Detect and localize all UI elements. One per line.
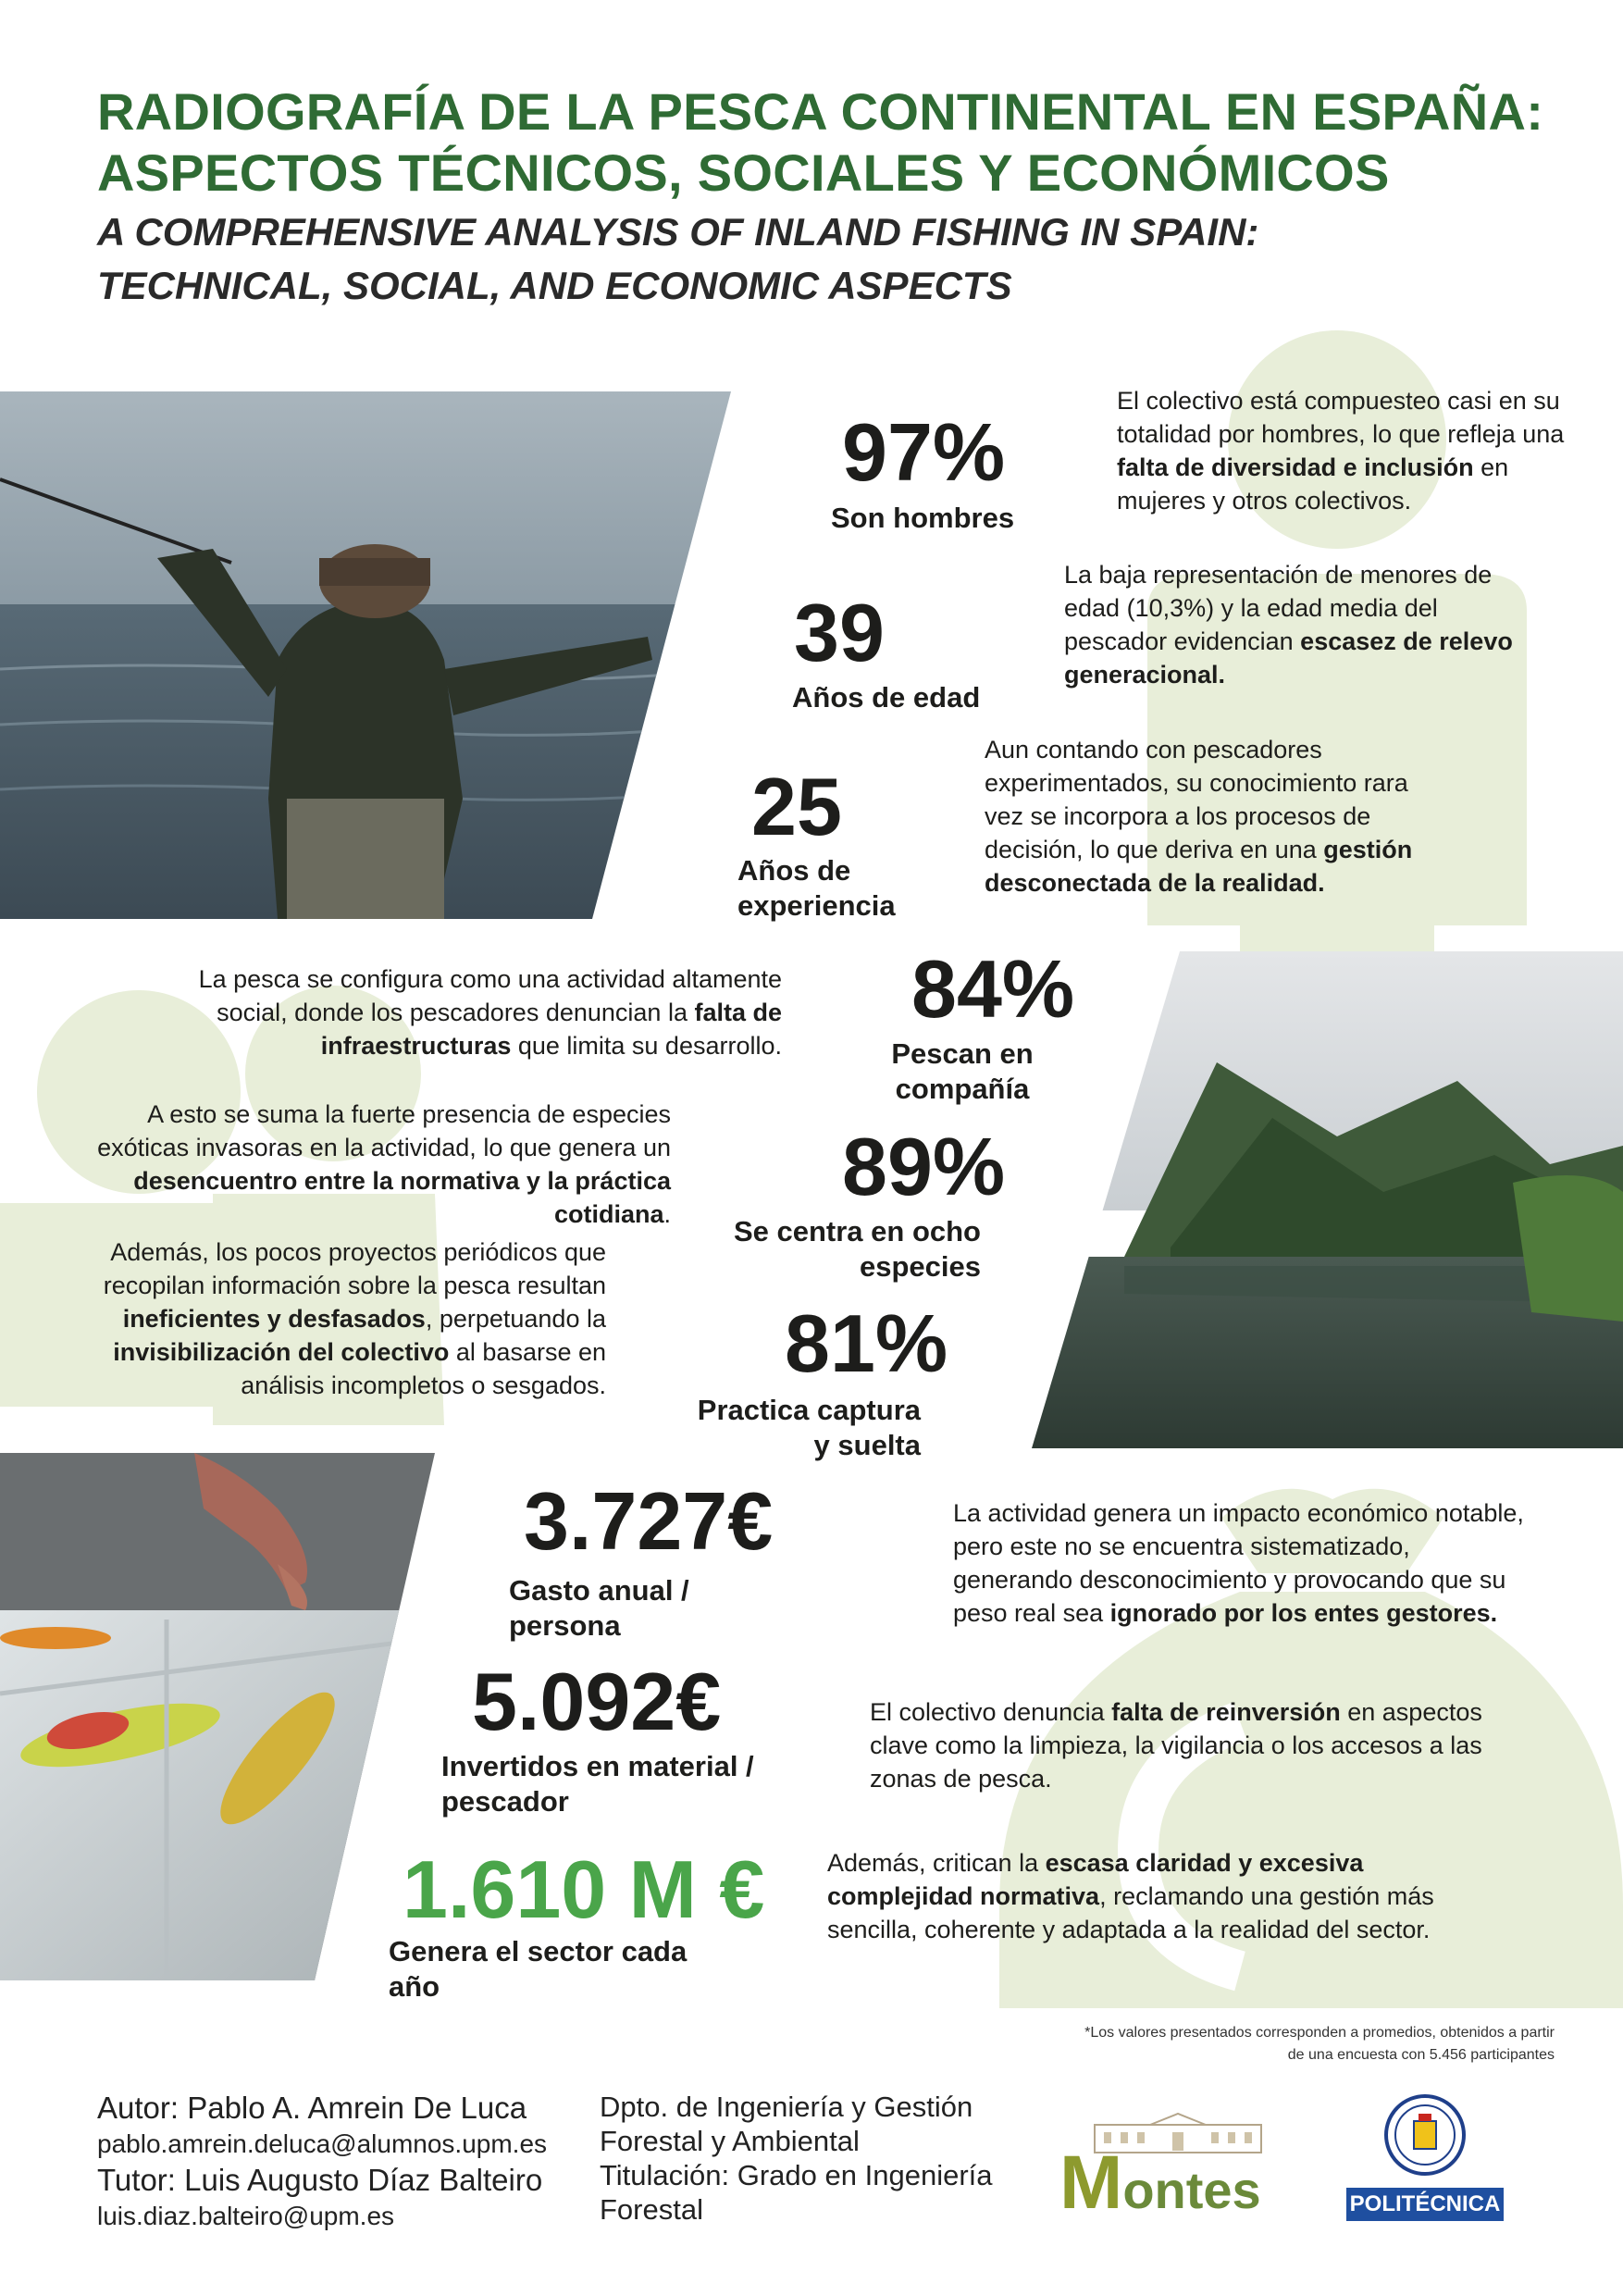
title-en-line2: TECHNICAL, SOCIAL, AND ECONOMIC ASPECTS [97,264,1012,307]
upm-logo [1346,2093,1504,2223]
title-english [97,205,1578,313]
stat-species-label-line2: especies [860,1250,981,1283]
stat-material-label [441,1749,754,1819]
bold-text: gestión desconectada de la realidad. [985,836,1413,897]
stat-experience-label-line1: Años de [737,854,851,887]
paragraph-generational [1064,558,1518,691]
text: Aun contando con pescadores experimentados, su conocimiento rara vez se incorpora a los procesos de decisión, lo que deriva en una [985,736,1408,863]
department-line1: Dpto. de Ingeniería y Gestión [600,2091,973,2123]
title-es-line1: RADIOGRAFÍA DE LA PESCA CONTINENTAL EN ESPAÑA: [97,82,1544,141]
tutor-email[interactable]: luis.diaz.balteiro@upm.es [97,2202,395,2230]
mountain-lake-photo [1032,951,1623,1448]
upm-seal-icon [1383,2093,1467,2177]
stat-catch-release-label [685,1393,921,1463]
stat-sector-label-line1: Genera el sector cada [389,1935,688,1967]
paragraph-regulation [827,1846,1493,1946]
text: El colectivo denuncia [870,1698,1112,1726]
footnote-line1: *Los valores presentados corresponden a promedios, obtenidos a partir [1084,2025,1555,2041]
stat-age-value: 39 [794,587,885,678]
bold-text: escasa claridad y excesiva complejidad normativa [827,1849,1364,1910]
stat-species-value: 89% [842,1121,1006,1212]
stat-experience-value: 25 [751,761,842,852]
degree-line1: Titulación: Grado en Ingeniería [600,2159,993,2191]
text: La actividad genera un impacto económico notable, pero este no se encuentra sistematizado, generando desconocimiento y provocando que su peso real sea [953,1499,1524,1627]
stat-experience-label [737,853,896,924]
montes-logo-text: ontes [1122,2161,1261,2219]
department-line2: Forestal y Ambiental [600,2125,860,2157]
fishing-lures-photo [0,1453,435,1980]
bold-text: escasez de relevo generacional. [1064,627,1513,689]
title-spanish [97,81,1578,204]
stat-annual-spend-label-line2: persona [509,1609,621,1642]
stat-catch-release-label-line1: Practica captura [697,1394,921,1426]
paragraph-reinvestment [870,1695,1518,1795]
text: Además, critican la [827,1849,1046,1877]
author-block [97,2090,615,2234]
stat-men-value: 97% [842,406,1006,498]
text: en mujeres y otros colectivos. [1117,453,1509,515]
text: en aspectos clave como la limpieza, la vigilancia o los accesos a las zonas de pesca. [870,1698,1482,1793]
stat-company-label-line2: compañía [895,1073,1030,1105]
stat-company-label [870,1036,1055,1107]
paragraph-projects [79,1235,606,1402]
text: El colectivo está compuesteo casi en su totalidad por hombres, lo que refleja una [1117,387,1565,448]
stat-annual-spend-label [509,1573,689,1644]
bold-text: ineficientes y desfasados [122,1305,426,1333]
stat-sector-label [389,1934,687,2004]
stat-experience-label-line2: experiencia [737,889,896,922]
stat-species-label [712,1214,981,1285]
paragraph-invasive [88,1098,671,1231]
stat-company-value: 84% [911,943,1075,1035]
stat-catch-release-label-line2: y suelta [813,1429,921,1461]
stat-material-label-line1: Invertidos en material / [441,1750,754,1782]
title-es-line2: ASPECTOS TÉCNICOS, SOCIALES Y ECONÓMICOS [97,143,1390,202]
paragraph-economic [953,1496,1531,1630]
footnote-line2: de una encuesta con 5.456 participantes [1287,2047,1555,2063]
text: Además, los pocos proyectos periódicos que recopilan información sobre la pesca resultan [103,1238,606,1299]
text: . [663,1200,671,1228]
stat-company-label-line1: Pescan en [891,1037,1034,1070]
bold-text: falta de reinversión [1111,1698,1341,1726]
stat-species-label-line1: Se centra en ocho [733,1215,981,1247]
author-name: Autor: Pablo A. Amrein De Luca [97,2091,527,2125]
text: que limita su desarrollo. [511,1032,782,1060]
montes-logo-m: M [1059,2141,1123,2225]
bold-text: invisibilización del colectivo [113,1338,450,1366]
stat-catch-release-value: 81% [785,1297,948,1389]
footnote [925,2022,1555,2066]
montes-logo [1059,2112,1295,2223]
text: al basarse en análisis incompletos o sesgados. [241,1338,606,1399]
bold-text: desencuentro entre la normativa y la práctica cotidiana [133,1167,671,1228]
stat-annual-spend-label-line1: Gasto anual / [509,1574,689,1607]
text: La baja representación de menores de edad (10,3%) y la edad media del pescador evidencian [1064,561,1493,655]
stat-sector-label-line2: año [389,1970,440,2003]
author-email[interactable]: pablo.amrein.deluca@alumnos.upm.es [97,2129,548,2158]
upm-logo-text: POLITÉCNICA [1346,2188,1504,2221]
stat-age-label: Años de edad [792,681,981,714]
paragraph-diversity [1117,384,1589,517]
text: A esto se suma la fuerte presencia de especies exóticas invasoras en la actividad, lo que genera un [97,1100,671,1161]
stat-men-label: Son hombres [831,502,1015,534]
stat-sector-value: 1.610 M € [403,1843,765,1935]
text: , reclamando una gestión más sencilla, coherente y adaptada a la realidad del sector. [827,1882,1434,1943]
paragraph-knowledge [985,733,1447,900]
text: , perpetuando la [425,1305,606,1333]
stat-material-value: 5.092€ [472,1656,722,1747]
bold-text: ignorado por los entes gestores. [1109,1599,1498,1627]
stat-annual-spend-value: 3.727€ [524,1475,774,1567]
bold-text: falta de infraestructuras [320,999,782,1060]
paragraph-infrastructure [167,962,782,1062]
text: La pesca se configura como una actividad altamente social, donde los pescadores denuncian la [198,965,782,1026]
fishing-photo [0,391,731,919]
department-block [600,2090,1025,2227]
degree-line2: Forestal [600,2193,703,2226]
bold-text: falta de diversidad e inclusión [1117,453,1474,481]
title-en-line1: A COMPREHENSIVE ANALYSIS OF INLAND FISHING IN SPAIN: [97,210,1259,254]
stat-material-label-line2: pescador [441,1785,569,1818]
tutor-name: Tutor: Luis Augusto Díaz Balteiro [97,2163,543,2197]
